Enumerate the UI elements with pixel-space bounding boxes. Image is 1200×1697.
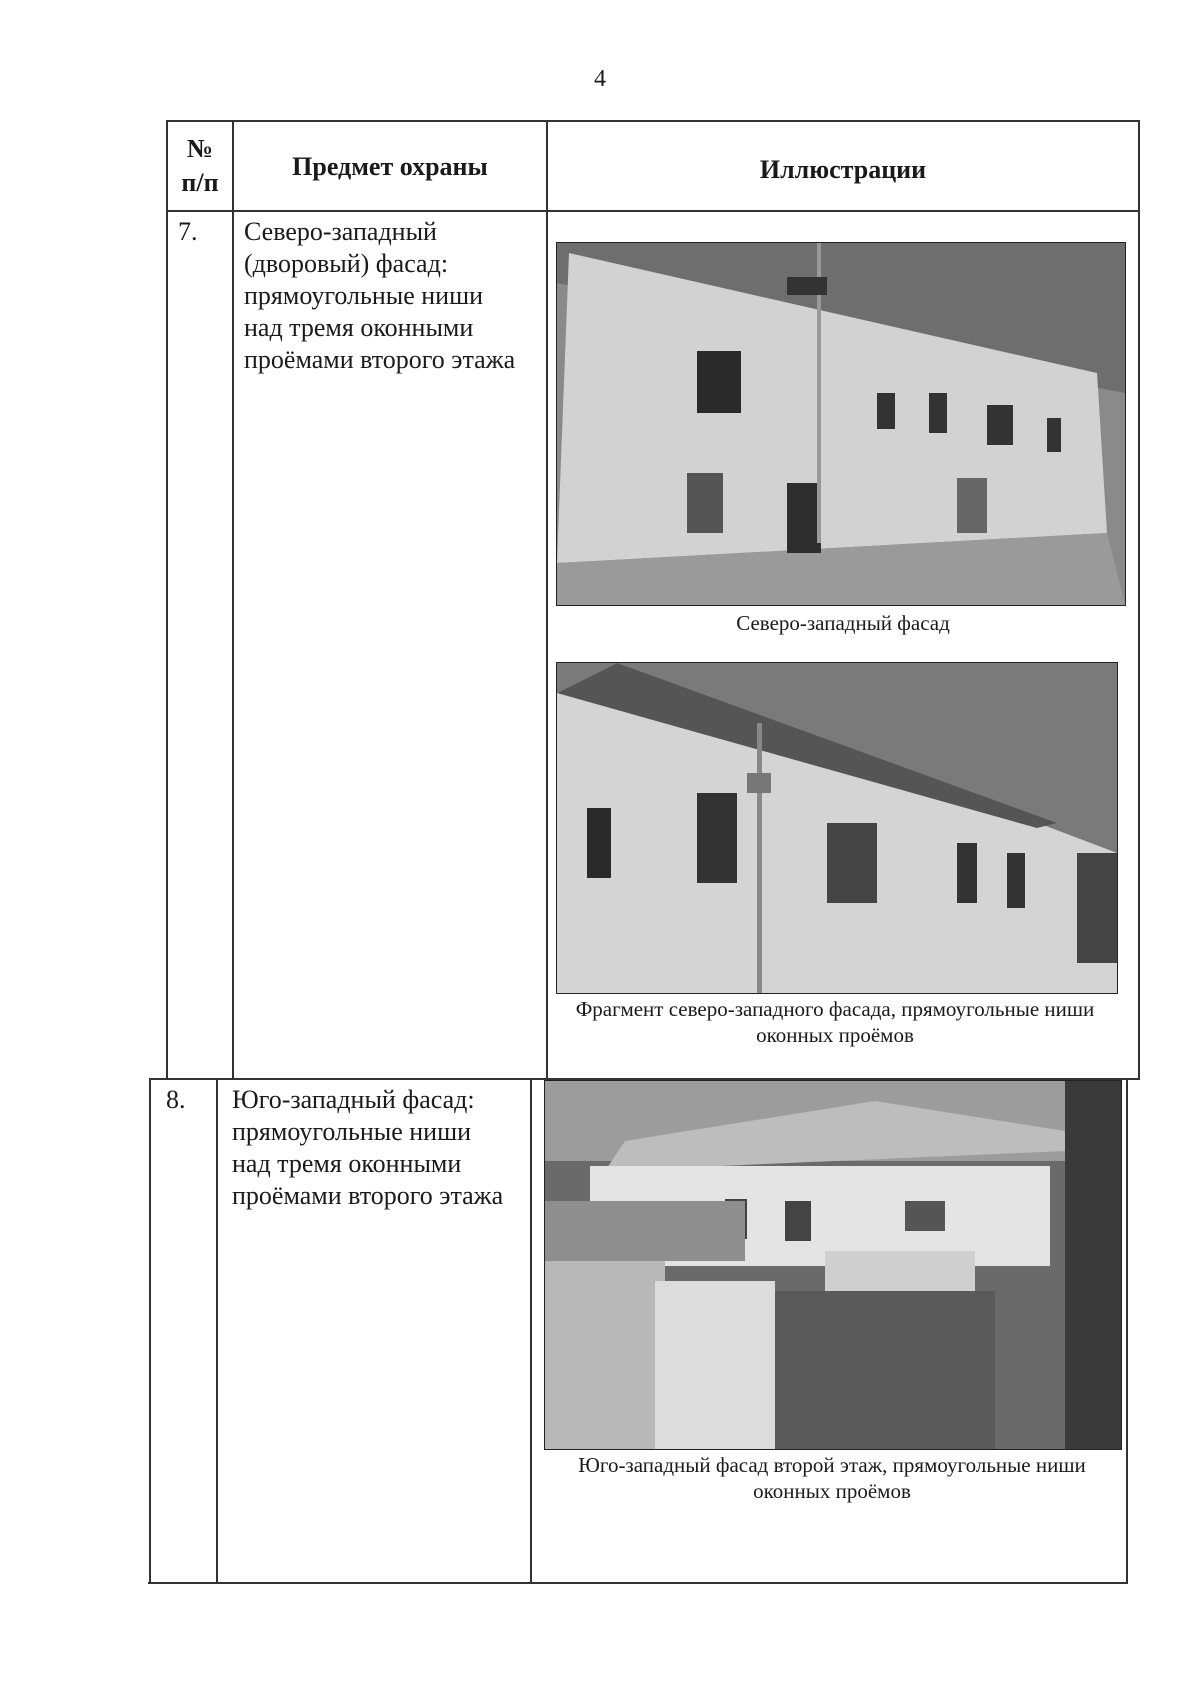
photo-caption: Фрагмент северо-западного фасада, прямоугольные ниши оконных проёмов [575,997,1095,1047]
row-number: 7. [178,217,198,246]
header-subject: Предмет охраны [292,152,488,181]
table-col-divider [530,1078,532,1584]
table-header-divider [166,210,1140,212]
row-subject: Северо-западный (дворовый) фасад: прямоугольные ниши над тремя оконными проёмами второго этажа [244,217,516,374]
photo-caption: Северо-западный фасад [736,611,950,635]
row-subject: Юго-западный фасад: прямоугольные ниши над тремя оконными проёмами второго этажа [232,1085,504,1210]
table-border-top [166,120,1140,122]
header-illustrations: Иллюстрации [759,155,927,184]
photo-northwest-facade [556,242,1126,606]
table-border-left [149,1078,151,1584]
table-border-bottom [148,1582,1128,1584]
photo-northwest-facade-fragment [556,662,1118,994]
header-number: № п/п [181,134,219,197]
table-col-divider [546,120,548,1080]
photo-southwest-facade [544,1080,1122,1450]
table-col-divider [232,120,234,1080]
table-col-divider [216,1078,218,1584]
page-number: 4 [594,66,606,92]
table-border-left [166,120,168,1080]
table-border-right [1138,120,1140,1080]
table-border-right [1126,1078,1128,1584]
row-number: 8. [166,1085,186,1114]
photo-caption: Юго-западный фасад второй этаж, прямоугольные ниши оконных проёмов [578,1453,1086,1503]
